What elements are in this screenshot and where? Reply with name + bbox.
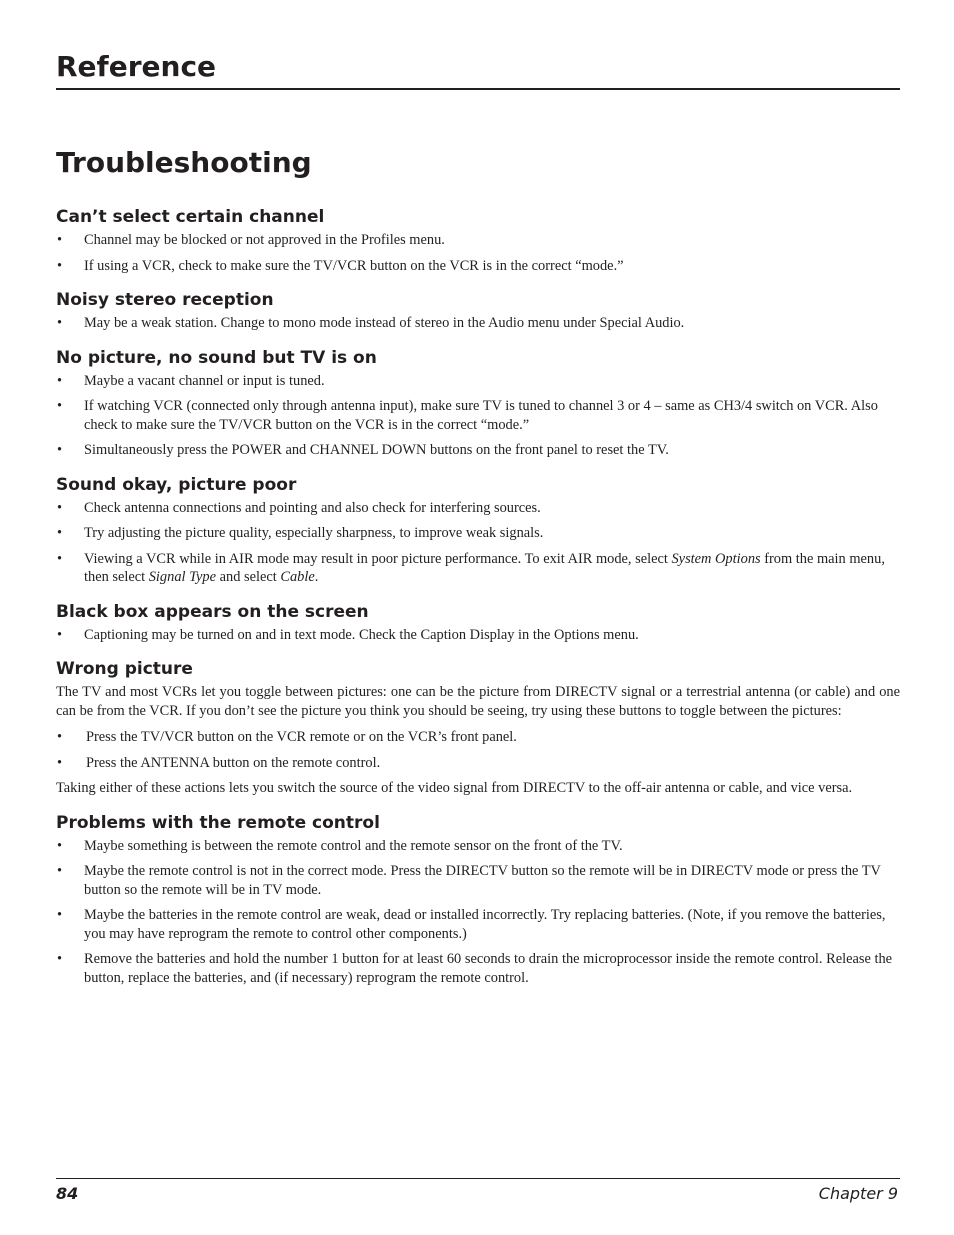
section-remote-problems [56,813,900,988]
intro-paragraph: The TV and most VCRs let you toggle between pictures: one can be the picture from DIRECTV signal or a terrestrial antenna (or cable) and one can be from the VCR. If you don’t see the picture you think you should be seeing, try using these buttons to toggle between the pictures: [56,684,900,719]
bullet-icon: • [57,499,63,516]
section-sound-ok-picture-poor [56,475,900,587]
section-heading: Wrong picture [56,659,193,679]
list-item: • Try adjusting the picture quality, especially sharpness, to improve weak signals. [57,525,544,541]
header-title: Reference [56,50,217,83]
section-heading: Noisy stereo reception [56,290,274,310]
content [56,207,900,1002]
bullet-icon: • [57,398,63,414]
bullet-icon: • [57,863,63,879]
bullet-icon: • [57,525,63,541]
footer-divider [56,1178,900,1179]
section-heading: Sound okay, picture poor [56,474,297,495]
section-heading: Can’t select certain channel [56,207,325,227]
bullet-icon: • [57,442,63,458]
list-item: • Press the TV/VCR button on the VCR remote or on the VCR’s front panel. [57,729,517,745]
list-item: • May be a weak station. Change to mono mode instead of stereo in the Audio menu under Special Audio. [57,315,685,331]
list-item: • If watching VCR (connected only through antenna input), make sure TV is tuned to channel 3 or 4 – same as CH3/4 switch on VCR. Also check to make sure the TV/VCR button on the VCR is in the correct “mode.” [57,398,878,433]
bullet-icon: • [57,372,63,389]
bullet-list [56,231,900,275]
bullet-icon: • [57,729,63,745]
bullet-list [56,626,900,645]
page-title: Troubleshooting [56,146,312,179]
list-item: • Remove the batteries and hold the number 1 button for at least 60 seconds to drain the microprocessor inside the remote control. Release the button, replace the batteries, and (if necessary) reprogram the remote control. [57,951,893,986]
section-wrong-picture [56,659,900,798]
list-item: • Captioning may be turned on and in text mode. Check the Caption Display in the Options menu. [57,626,639,643]
list-item: • Check antenna connections and pointing and also check for interfering sources. [57,499,541,516]
bullet-icon: • [57,951,63,967]
section-heading: No picture, no sound but TV is on [56,347,377,368]
list-item: • Maybe the remote control is not in the correct mode. Press the DIRECTV button so the remote will be in DIRECTV mode or press the TV button so the remote will be in TV mode. [57,863,881,898]
list-item: • Maybe a vacant channel or input is tuned. [57,372,325,389]
page-number: 84 [56,1184,79,1203]
section-no-picture-no-sound [56,348,900,460]
bullet-list [56,728,900,772]
section-black-box [56,602,900,645]
bullet-icon: • [57,754,63,771]
list-item: • Maybe something is between the remote control and the remote sensor on the front of the TV. [57,837,623,854]
list-item: • Channel may be blocked or not approved in the Profiles menu. [57,232,445,248]
list-item: • Press the ANTENNA button on the remote control. [57,754,381,771]
bullet-icon: • [57,626,63,643]
bullet-icon: • [57,232,63,248]
bullet-list [56,314,900,333]
list-item: • Simultaneously press the POWER and CHANNEL DOWN buttons on the front panel to reset the TV. [57,442,669,458]
list-item: • Maybe the batteries in the remote control are weak, dead or installed incorrectly. Try replacing batteries. (Note, if you remove the batteries, you may have reprogram the remote to control other components.) [57,907,886,942]
bullet-icon: • [57,550,63,567]
bullet-icon: • [57,315,63,331]
bullet-icon: • [57,837,63,854]
list-item: • If using a VCR, check to make sure the TV/VCR button on the VCR is in the correct “mode.” [57,257,624,274]
outro-paragraph: Taking either of these actions lets you switch the source of the video signal from DIRECTV to the off-air antenna or cable, and vice versa. [56,780,853,796]
section-noisy-stereo [56,290,900,333]
section-heading: Problems with the remote control [56,812,380,833]
section-heading: Black box appears on the screen [56,601,369,622]
bullet-list [56,837,900,988]
chapter-label: Chapter 9 [818,1184,898,1203]
bullet-list [56,499,900,587]
section-cant-select-channel [56,207,900,275]
header-divider [56,88,900,90]
bullet-icon: • [57,907,63,923]
bullet-list [56,372,900,460]
list-item: • Viewing a VCR while in AIR mode may result in poor picture performance. To exit AIR mode, select System Options from the main menu, then select Signal Type and select Cable. [57,550,885,585]
bullet-icon: • [57,257,63,274]
